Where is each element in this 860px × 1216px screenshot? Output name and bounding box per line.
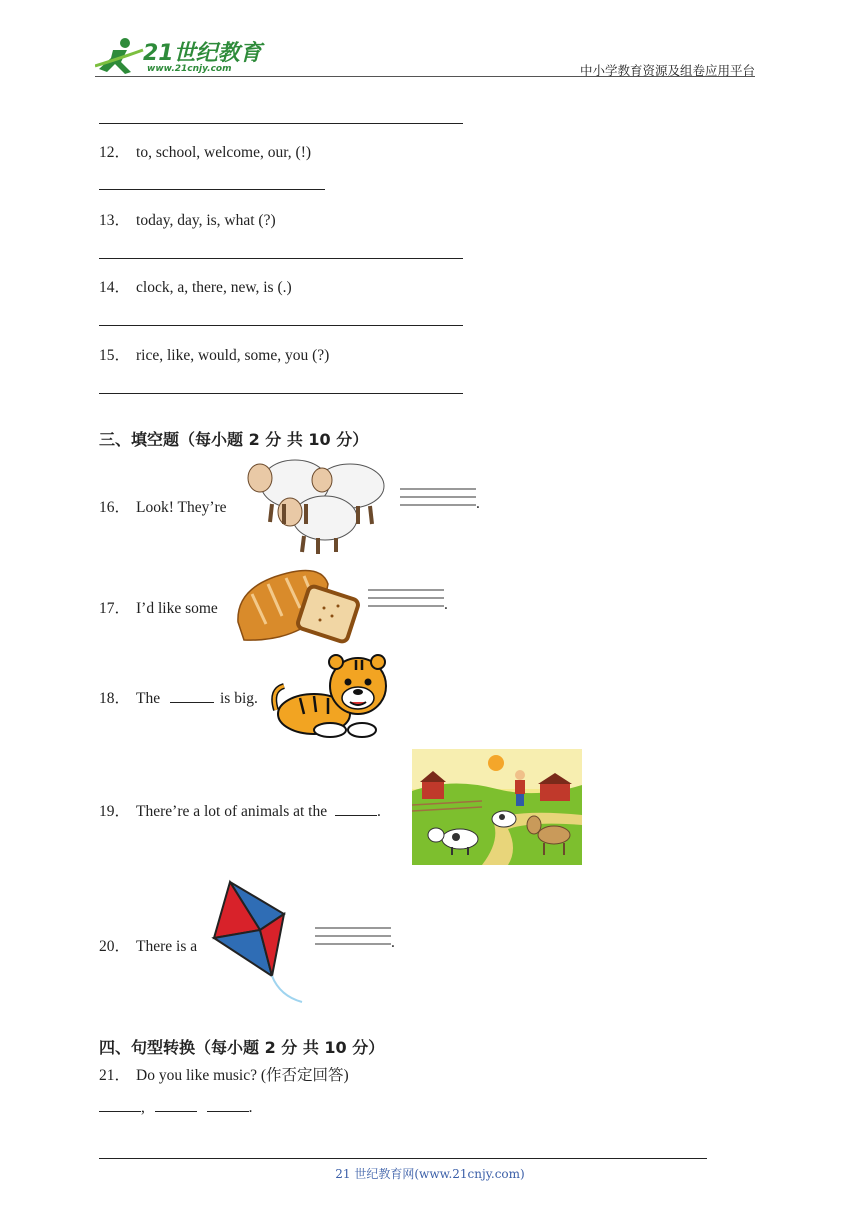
sheep-picture [240,452,390,556]
logo [95,36,265,76]
period: . [391,934,395,951]
question-text: is big. [220,690,258,707]
question-15 [99,343,329,365]
question-number: 17． [99,600,131,617]
answer-line-11 [99,123,463,124]
answer-lines-20 [315,927,391,951]
question-number: 15． [99,347,131,364]
question-text: There’re a lot of animals at the [136,803,328,820]
answer-blank[interactable] [170,702,214,703]
question-text: Look! They’re [136,499,227,516]
question-number: 19． [99,803,131,820]
runner-logo-icon [95,36,145,76]
kite-picture [210,878,310,1006]
question-text: I’d like some [136,600,218,617]
answer-blank[interactable] [335,815,377,816]
question-18 [99,686,258,708]
header [0,0,860,80]
answer-line-15 [99,393,463,394]
answer-line-14 [99,325,463,326]
question-text: to, school, welcome, our, (!) [136,144,312,161]
question-17 [99,596,218,618]
logo-text: 21世纪教育 [143,41,262,66]
answer-line-12 [99,189,325,190]
logo-url: www.21cnjy.com [147,64,232,74]
answer-line-13 [99,258,463,259]
farm-picture [412,749,582,865]
answer-blank[interactable] [155,1111,197,1112]
question-number: 16． [99,499,131,516]
question-number: 20． [99,938,131,955]
question-19 [99,799,381,821]
period: . [476,495,480,512]
question-text: There is a [136,938,198,955]
question-number: 18． [99,690,131,707]
question-text: today, day, is, what (?) [136,212,276,229]
question-16 [99,495,227,517]
period: . [444,596,448,613]
question-13 [99,208,276,230]
question-12 [99,140,311,162]
answer-lines-17 [368,589,444,613]
question-number: 21． [99,1067,131,1084]
question-text: Do you like music? (作否定回答) [136,1067,349,1084]
question-14 [99,275,292,297]
question-number: 12． [99,144,131,161]
footer-text: 21 世纪教育网(www.21cnjy.com) [335,1167,525,1181]
question-number: 13． [99,212,131,229]
answer-blanks-21: , . [99,1099,253,1117]
bread-picture [232,564,360,646]
question-20 [99,934,197,956]
question-text: The [136,690,161,707]
section-3-title: 三、填空题（每小题 2 分 共 10 分） [99,430,369,449]
question-text: clock, a, there, new, is (.) [136,279,292,296]
answer-blank[interactable] [207,1111,249,1112]
section-4-title: 四、句型转换（每小题 2 分 共 10 分） [99,1038,385,1057]
comma: , [141,1099,145,1116]
answer-lines-16 [400,488,476,512]
question-text: rice, like, would, some, you (?) [136,347,330,364]
tiger-picture [270,650,390,740]
header-rule [95,76,755,77]
answer-blank[interactable] [99,1111,141,1112]
header-right-text: 中小学教育资源及组卷应用平台 [579,63,755,78]
question-number: 14． [99,279,131,296]
question-21 [99,1063,349,1085]
period: . [376,803,381,820]
footer-rule [99,1158,707,1159]
